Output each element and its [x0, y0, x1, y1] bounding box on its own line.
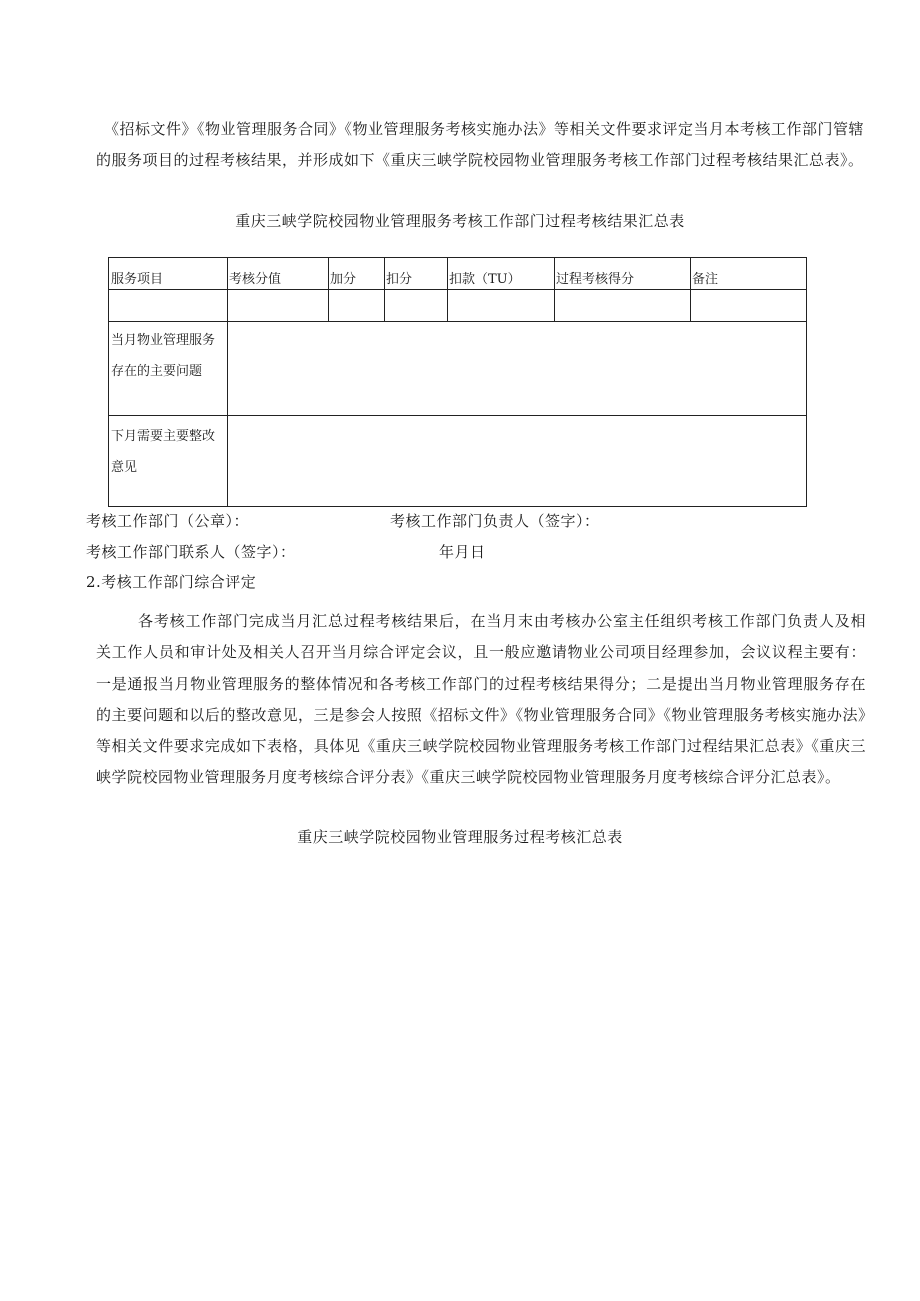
row-label-rectification: 下月需要主要整改意见 — [111, 429, 216, 475]
table-col-divider — [384, 258, 385, 321]
table-title-process-results: 重庆三峡学院校园物业管理服务考核工作部门过程考核结果汇总表 — [235, 212, 685, 230]
intro-paragraph: 《招标文件》《物业管理服务合同》《物业管理服务考核实施办法》等相关文件要求评定当月本考核工作部门管辖的服务项目的过程考核结果，并形成如下《重庆三峡学院校园物业管理服务考核工作部门过程考核结果汇总表》。 — [96, 120, 865, 169]
table-col-divider — [227, 258, 228, 506]
table-col-divider — [690, 258, 691, 321]
header-assessment-score: 考核分值 — [229, 272, 282, 287]
header-bonus: 加分 — [330, 272, 357, 287]
header-remarks: 备注 — [692, 272, 719, 287]
section-heading-comprehensive-evaluation: 2.考核工作部门综合评定 — [86, 573, 257, 591]
signature-dept-contact: 考核工作部门联系人（签字）： — [86, 543, 296, 561]
signature-dept-seal: 考核工作部门（公章）： — [86, 512, 250, 530]
evaluation-paragraph: 各考核工作部门完成当月汇总过程考核结果后，在当月末由考核办公室主任组织考核工作部门负责人及相关工作人员和审计处及相关人召开当月综合评定会议，且一般应邀请物业公司项目经理参加，会议议程主要有：一是通报当月物业管理服务的整体情况和各考核工作部门的过程考核结果得分；二是提出当月物业管理服务存在的主要问题和以后的整改意见，三是参会人按照《招标文件》《物业管理服务合同》《物业管理服务考核实施办法》等相关文件要求完成如下表格，具体见《重庆三峡学院校园物业管理服务考核工作部门过程结果汇总表》《重庆三峡学院校园物业管理服务月度考核综合评分表》《重庆三峡学院校园物业管理服务月度考核综合评分汇总表》。 — [96, 612, 866, 787]
row-label-main-problems: 当月物业管理服务存在的主要问题 — [111, 333, 216, 379]
table-title-process-summary: 重庆三峡学院校园物业管理服务过程考核汇总表 — [297, 828, 623, 846]
signature-dept-head: 考核工作部门负责人（签字）： — [390, 512, 600, 530]
table-col-divider — [447, 258, 448, 321]
signature-date: 年月日 — [439, 543, 486, 561]
table-row-divider — [109, 415, 806, 416]
header-penalty: 扣款（TU） — [449, 272, 521, 287]
process-results-table — [108, 257, 807, 507]
table-col-divider — [554, 258, 555, 321]
header-service-item: 服务项目 — [111, 272, 164, 287]
header-process-score: 过程考核得分 — [556, 272, 635, 287]
table-col-divider — [328, 258, 329, 321]
table-row-divider — [109, 321, 806, 322]
table-row-divider — [109, 289, 806, 290]
header-deduction: 扣分 — [386, 272, 413, 287]
